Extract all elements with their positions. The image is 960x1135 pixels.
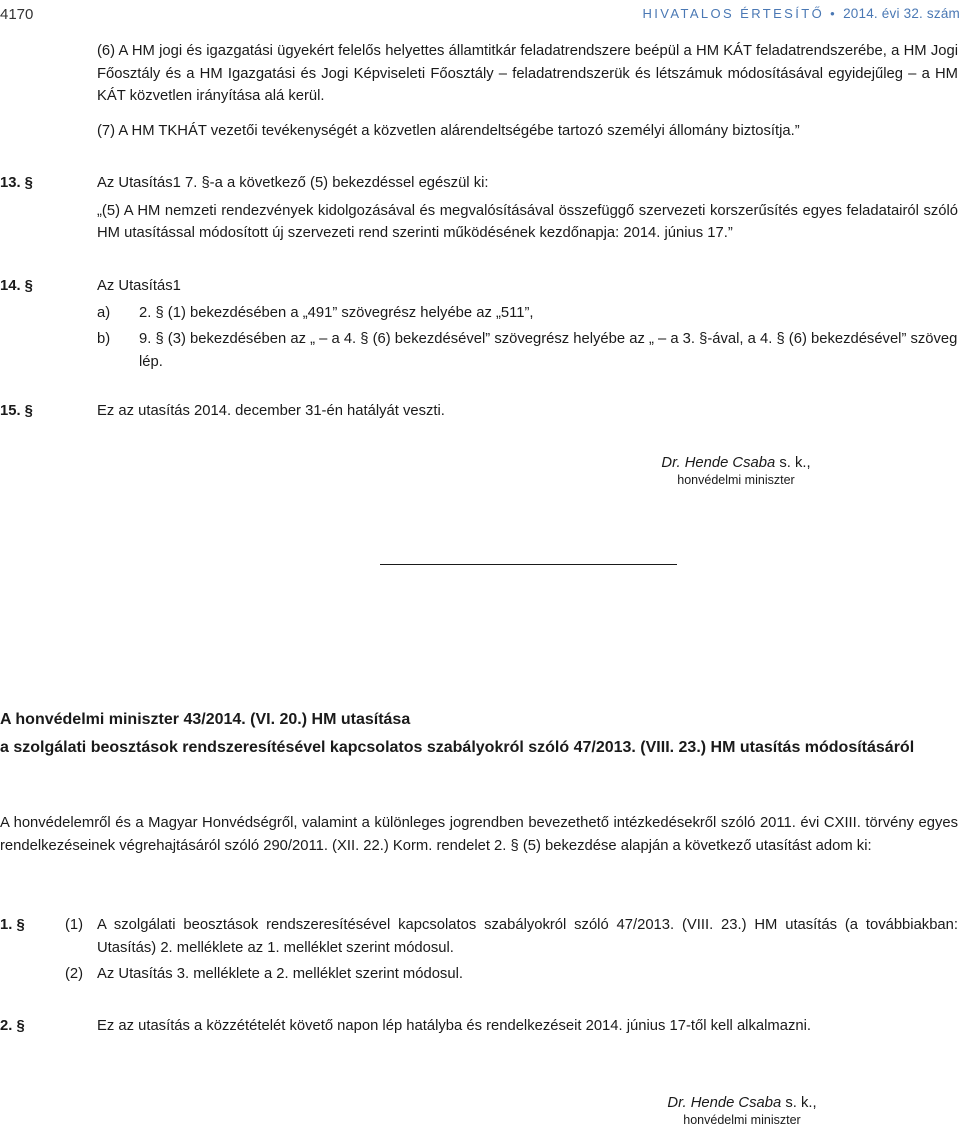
section-1-para-2 xyxy=(65,963,958,986)
page-number: 4170 xyxy=(0,6,34,23)
section-1-number: 1. § xyxy=(0,917,25,933)
section-13-number: 13. § xyxy=(0,175,33,191)
section-14-number: 14. § xyxy=(0,278,33,294)
section-1-para-1 xyxy=(65,914,958,959)
journal-name: HIVATALOS ÉRTESÍTŐ xyxy=(642,6,825,21)
decree-preamble-text: A honvédelemről és a Magyar Honvédségről, valamint a különleges jogrendben bevezethető intézkedésekről szóló 2011. évi CXIII. törvény egyes rendelkezéseinek végrehajtásáról szóló 290/2011. (XII. 22.) Korm. rendelet 2. § (5) bekezdése alapján a következő utasítást adom ki: xyxy=(0,815,958,854)
signature-2-suffix: s. k., xyxy=(785,1095,817,1111)
section-2-body xyxy=(97,1015,958,1038)
signature-block-2 xyxy=(632,1095,852,1127)
section-15-text: Ez az utasítás 2014. december 31-én hatályát veszti. xyxy=(97,403,445,419)
signature-1-name: Dr. Hende Csaba xyxy=(661,455,776,471)
item-b-label: b) xyxy=(97,331,111,347)
section-2-number: 2. § xyxy=(0,1018,25,1034)
decree-preamble xyxy=(0,812,958,857)
signature-1-role: honvédelmi miniszter xyxy=(677,473,795,487)
paragraph-7-text: (7) A HM TKHÁT vezetői tevékenységét a közvetlen alárendeltségébe tartozó személyi állomány biztosítja.” xyxy=(97,123,800,139)
section-divider xyxy=(380,564,677,565)
para-2-label: (2) xyxy=(65,966,84,982)
decree-title xyxy=(0,708,958,760)
signature-2-name-line xyxy=(632,1095,852,1111)
item-a-label: a) xyxy=(97,304,111,321)
header-separator: • xyxy=(830,6,838,21)
decree-title-line-2: a szolgálati beosztások rendszeresítésével kapcsolatos szabályokról szóló 47/2013. (VIII. 23.) HM utasítás módosításáról xyxy=(0,739,915,756)
section-13-intro: Az Utasítás1 7. §-a a következő (5) bekezdéssel egészül ki: xyxy=(97,175,489,191)
issue-number: 2014. évi 32. szám xyxy=(843,6,960,21)
section-15-number: 15. § xyxy=(0,403,33,419)
para-1-label: (1) xyxy=(65,917,84,933)
paragraph-6 xyxy=(97,40,958,108)
item-b-text: 9. § (3) bekezdésében az „ – a 4. § (6) bekezdésével” szövegrész helyébe az „ – a 3. §-ával, a 4. § (6) bekezdésével” szöveg lép. xyxy=(139,331,958,370)
section-1-body xyxy=(65,914,958,986)
decree-title-line-1: A honvédelmi miniszter 43/2014. (VI. 20.) HM utasítása xyxy=(0,711,411,728)
section-14-body xyxy=(97,275,958,373)
section-14-intro: Az Utasítás1 xyxy=(97,278,181,294)
signature-1-name-line xyxy=(626,455,846,471)
paragraph-7 xyxy=(97,120,958,143)
signature-1-suffix: s. k., xyxy=(779,455,811,471)
section-15-body xyxy=(97,400,958,423)
page-header xyxy=(0,6,960,30)
section-13-body xyxy=(97,172,958,245)
journal-title xyxy=(642,6,960,21)
paragraph-6-text: (6) A HM jogi és igazgatási ügyekért felelős helyettes államtitkár feladatrendszere beépül a HM KÁT feladatrendszerébe, a HM Jogi Főosztály és a HM Igazgatási és Jogi Képviseleti Főosztály – feladatrendszerük és létszámuk módosításával egyidejűleg – a HM KÁT közvetlen irányítása alá kerül. xyxy=(97,43,958,104)
signature-2-name: Dr. Hende Csaba xyxy=(667,1095,782,1111)
section-14-item-b xyxy=(97,328,958,373)
signature-block-1 xyxy=(626,455,846,487)
para-2-text: Az Utasítás 3. melléklete a 2. melléklet szerint módosul. xyxy=(97,966,463,982)
signature-2-role: honvédelmi miniszter xyxy=(683,1113,801,1127)
item-a-text: 2. § (1) bekezdésében a „491” szövegrész helyébe az „511”, xyxy=(139,304,534,321)
section-13-quote: „(5) A HM nemzeti rendezvények kidolgozásával és megvalósításával összefüggő szervezeti korszerűsítés egyes feladatairól szóló HM utasítással módosított új szervezeti rend szerinti működésének kezdőnapja: 2014. június 17.” xyxy=(97,202,958,241)
para-1-text: A szolgálati beosztások rendszeresítésével kapcsolatos szabályokról szóló 47/2013. (VIII. 23.) HM utasítás (a továbbiakban: Utasítás) 2. melléklete az 1. melléklet szerint módosul. xyxy=(97,917,958,956)
section-2-text: Ez az utasítás a közzétételét követő napon lép hatályba és rendelkezéseit 2014. június 17-től kell alkalmazni. xyxy=(97,1018,811,1034)
section-14-item-a xyxy=(97,302,958,325)
